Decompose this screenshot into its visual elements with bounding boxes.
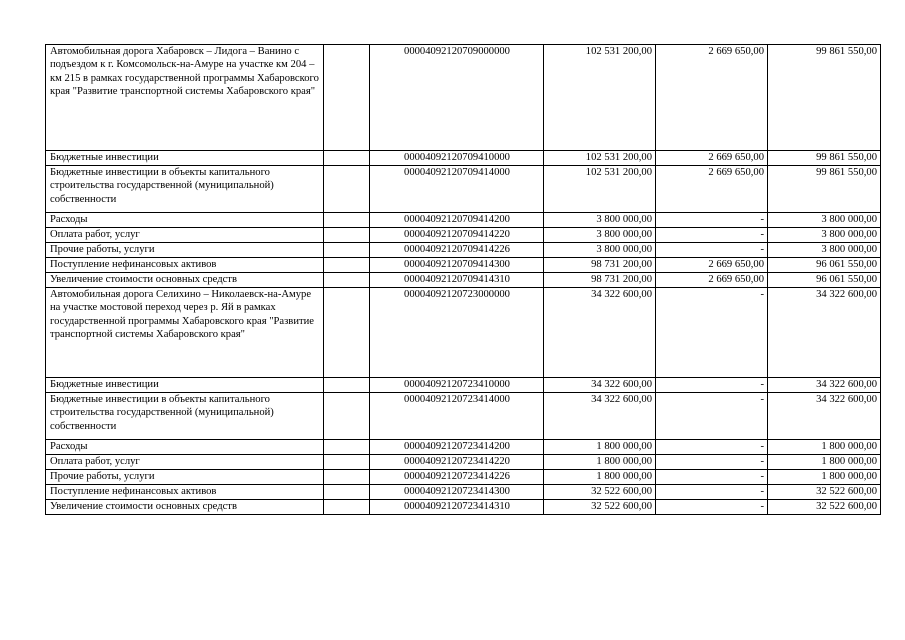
row-empty-cell [324,378,370,393]
row-remaining-cell: 1 800 000,00 [768,455,881,470]
row-code-cell: 00004092120709414310 [370,273,544,288]
row-code-cell: 00004092120723414000 [370,393,544,440]
row-approved-cell: 3 800 000,00 [544,213,656,228]
row-remaining-cell: 96 061 550,00 [768,273,881,288]
row-empty-cell [324,213,370,228]
row-code-cell: 00004092120709410000 [370,151,544,166]
row-executed-cell: 2 669 650,00 [656,258,768,273]
row-remaining-cell: 3 800 000,00 [768,228,881,243]
row-remaining-cell: 34 322 600,00 [768,378,881,393]
row-executed-cell: - [656,485,768,500]
row-empty-cell [324,485,370,500]
row-approved-cell: 32 522 600,00 [544,500,656,515]
row-name-cell: Автомобильная дорога Хабаровск – Лидога – Ванино с подъездом к г. Комсомольск-на-Амуре на участке км 204 – км 215 в рамках государственной программы Хабаровского края "Развитие транспортной системы Хабаровского края" [46,45,324,151]
row-remaining-cell: 1 800 000,00 [768,470,881,485]
row-code-cell: 00004092120709414226 [370,243,544,258]
row-executed-cell: - [656,500,768,515]
row-name-cell: Бюджетные инвестиции в объекты капитального строительства государственной (муниципальной) собственности [46,166,324,213]
table-row [46,485,881,500]
row-executed-cell: - [656,228,768,243]
row-code-cell: 00004092120723000000 [370,288,544,378]
row-empty-cell [324,258,370,273]
table-row [46,151,881,166]
row-remaining-cell: 3 800 000,00 [768,213,881,228]
row-remaining-cell: 99 861 550,00 [768,166,881,213]
table-row [46,228,881,243]
row-code-cell: 00004092120723414300 [370,485,544,500]
table-row [46,393,881,440]
row-name-cell: Прочие работы, услуги [46,470,324,485]
table-row [46,258,881,273]
row-approved-cell: 1 800 000,00 [544,455,656,470]
row-remaining-cell: 3 800 000,00 [768,243,881,258]
row-code-cell: 00004092120709000000 [370,45,544,151]
row-approved-cell: 98 731 200,00 [544,273,656,288]
row-executed-cell: 2 669 650,00 [656,273,768,288]
row-code-cell: 00004092120723414310 [370,500,544,515]
row-name-cell: Бюджетные инвестиции в объекты капитального строительства государственной (муниципальной) собственности [46,393,324,440]
table-row [46,288,881,378]
row-executed-cell: 2 669 650,00 [656,151,768,166]
table-row [46,470,881,485]
row-code-cell: 00004092120709414000 [370,166,544,213]
row-remaining-cell: 1 800 000,00 [768,440,881,455]
row-code-cell: 00004092120709414200 [370,213,544,228]
row-empty-cell [324,228,370,243]
row-approved-cell: 1 800 000,00 [544,470,656,485]
row-remaining-cell: 99 861 550,00 [768,151,881,166]
row-code-cell: 00004092120723410000 [370,378,544,393]
row-name-cell: Бюджетные инвестиции [46,151,324,166]
table-row [46,243,881,258]
row-remaining-cell: 32 522 600,00 [768,485,881,500]
row-name-cell: Оплата работ, услуг [46,228,324,243]
row-code-cell: 00004092120723414220 [370,455,544,470]
row-approved-cell: 34 322 600,00 [544,393,656,440]
row-code-cell: 00004092120709414300 [370,258,544,273]
row-empty-cell [324,273,370,288]
row-executed-cell: - [656,470,768,485]
row-empty-cell [324,45,370,151]
row-empty-cell [324,393,370,440]
row-approved-cell: 102 531 200,00 [544,45,656,151]
row-executed-cell: - [656,288,768,378]
row-approved-cell: 32 522 600,00 [544,485,656,500]
row-approved-cell: 98 731 200,00 [544,258,656,273]
row-approved-cell: 34 322 600,00 [544,378,656,393]
row-executed-cell: - [656,378,768,393]
row-name-cell: Увеличение стоимости основных средств [46,273,324,288]
budget-table-body [46,45,881,515]
row-name-cell: Автомобильная дорога Селихино – Николаевск-на-Амуре на участке мостовой переход через р. Яй в рамках государственной программы Хабаровского края "Развитие транспортной системы Хабаровского края" [46,288,324,378]
row-remaining-cell: 32 522 600,00 [768,500,881,515]
row-name-cell: Расходы [46,213,324,228]
row-name-cell: Расходы [46,440,324,455]
table-row [46,273,881,288]
row-empty-cell [324,455,370,470]
row-executed-cell: 2 669 650,00 [656,166,768,213]
row-code-cell: 00004092120723414200 [370,440,544,455]
table-row [46,440,881,455]
row-empty-cell [324,440,370,455]
row-empty-cell [324,243,370,258]
table-row [46,45,881,151]
table-row [46,455,881,470]
row-empty-cell [324,151,370,166]
budget-table-page [45,44,881,515]
row-approved-cell: 34 322 600,00 [544,288,656,378]
row-name-cell: Увеличение стоимости основных средств [46,500,324,515]
row-executed-cell: - [656,455,768,470]
row-executed-cell: - [656,213,768,228]
row-executed-cell: - [656,440,768,455]
row-executed-cell: - [656,243,768,258]
row-approved-cell: 1 800 000,00 [544,440,656,455]
row-name-cell: Поступление нефинансовых активов [46,485,324,500]
row-empty-cell [324,166,370,213]
row-code-cell: 00004092120709414220 [370,228,544,243]
row-approved-cell: 3 800 000,00 [544,228,656,243]
table-row [46,166,881,213]
budget-table [45,44,881,515]
row-name-cell: Бюджетные инвестиции [46,378,324,393]
table-row [46,213,881,228]
row-name-cell: Поступление нефинансовых активов [46,258,324,273]
row-empty-cell [324,500,370,515]
row-code-cell: 00004092120723414226 [370,470,544,485]
table-row [46,378,881,393]
row-approved-cell: 102 531 200,00 [544,166,656,213]
row-remaining-cell: 96 061 550,00 [768,258,881,273]
row-remaining-cell: 34 322 600,00 [768,393,881,440]
row-remaining-cell: 99 861 550,00 [768,45,881,151]
row-approved-cell: 3 800 000,00 [544,243,656,258]
row-executed-cell: 2 669 650,00 [656,45,768,151]
row-executed-cell: - [656,393,768,440]
row-remaining-cell: 34 322 600,00 [768,288,881,378]
table-row [46,500,881,515]
row-name-cell: Оплата работ, услуг [46,455,324,470]
row-name-cell: Прочие работы, услуги [46,243,324,258]
row-empty-cell [324,288,370,378]
row-empty-cell [324,470,370,485]
row-approved-cell: 102 531 200,00 [544,151,656,166]
